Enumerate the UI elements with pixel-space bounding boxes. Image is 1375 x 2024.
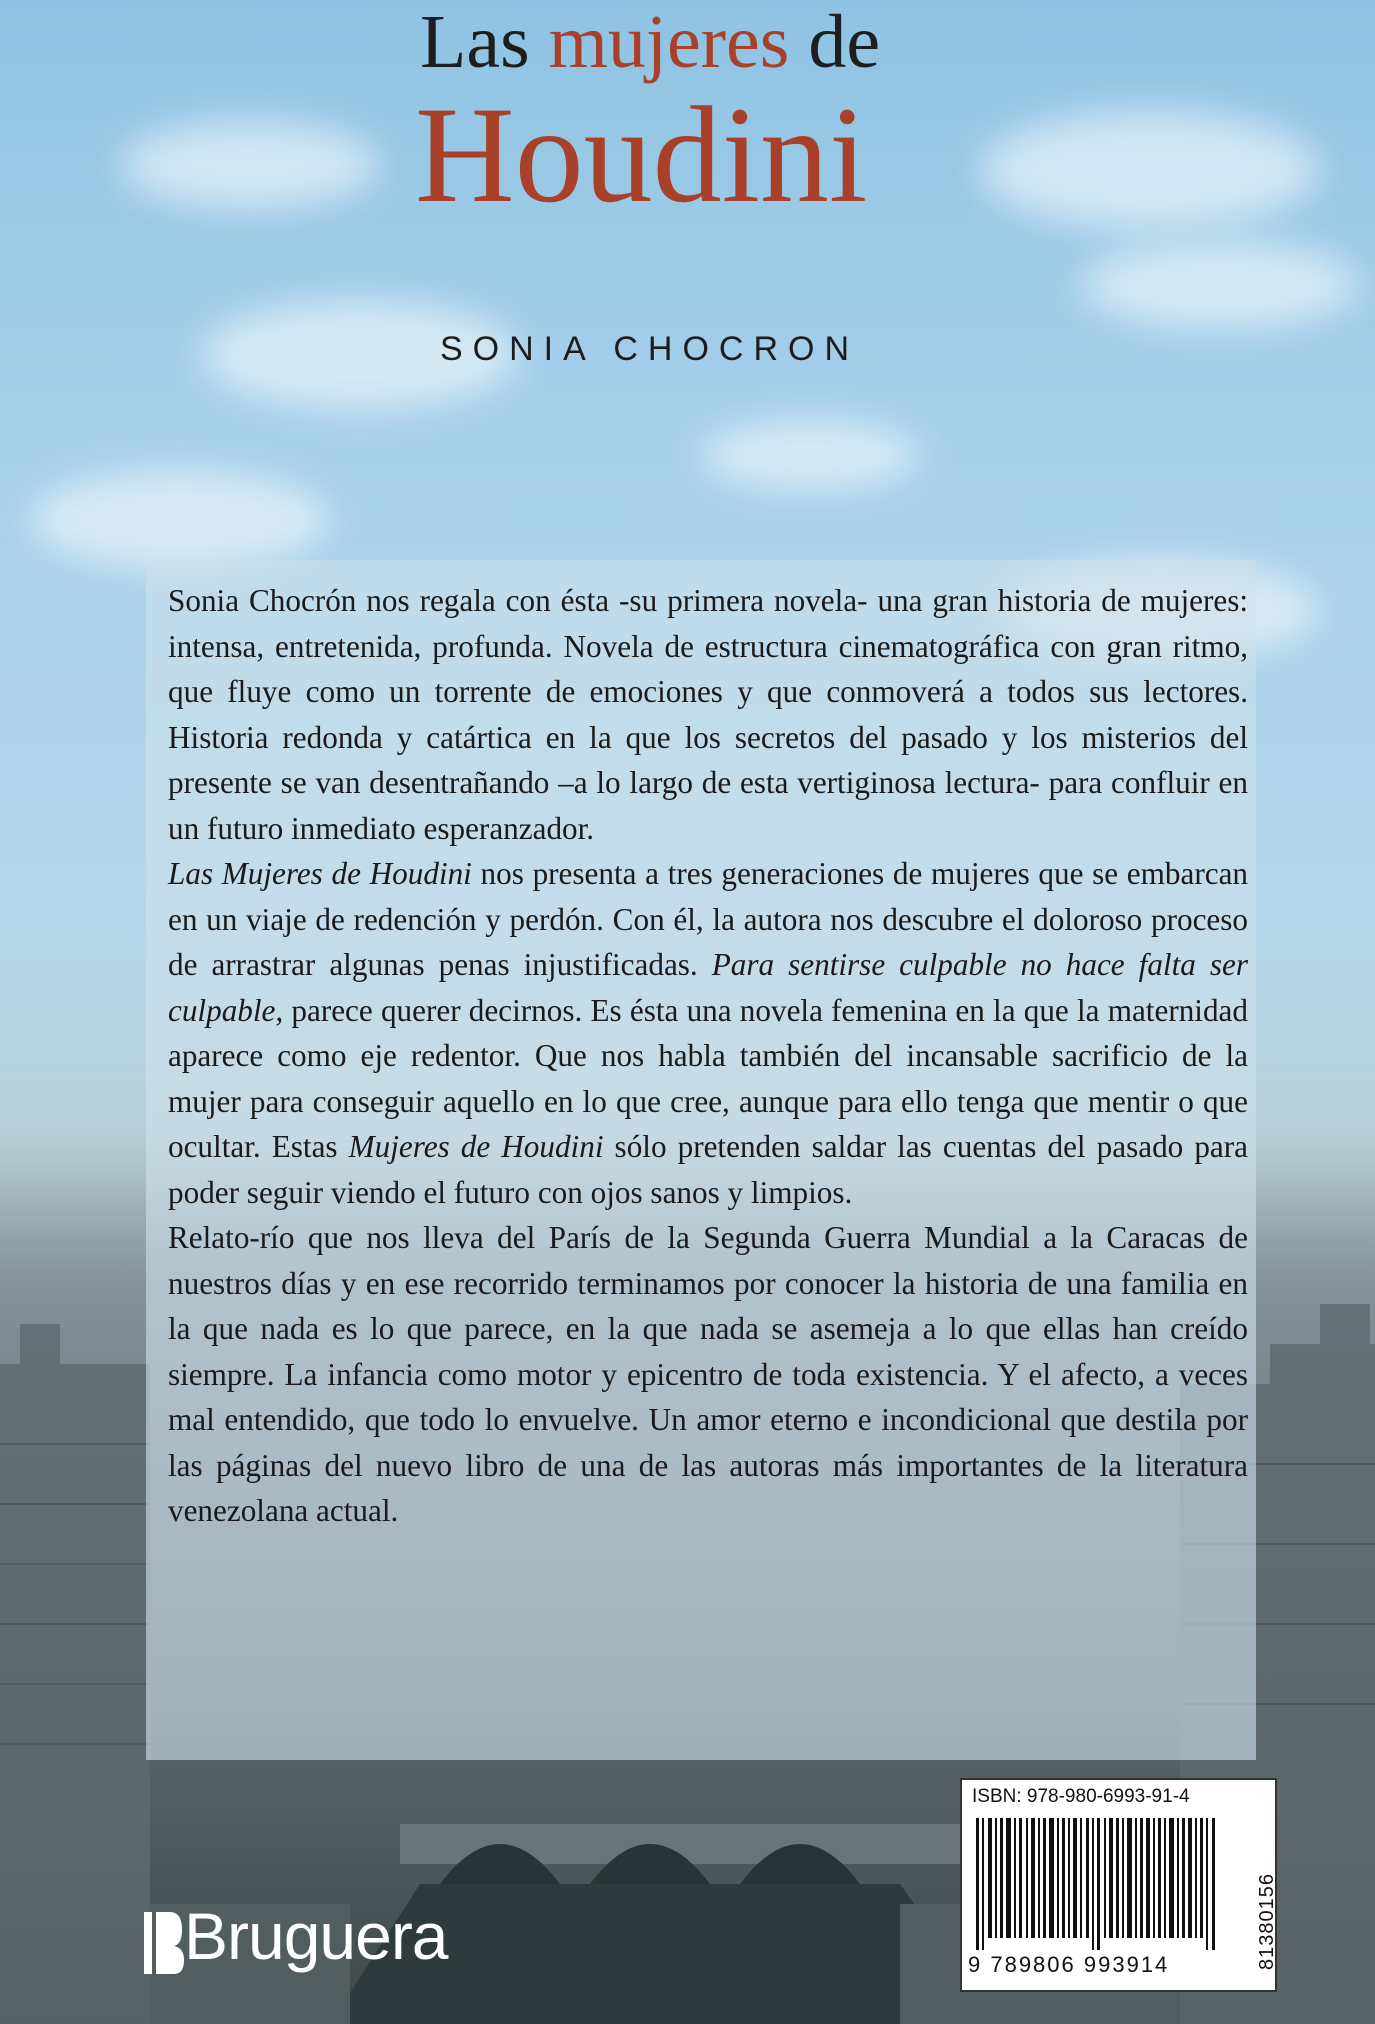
blurb-paragraph-1: Sonia Chocrón nos regala con ésta -su primera novela- una gran historia de mujeres: intensa, entretenida, profunda. Novela de estructura cinematográfica con gran ritmo, que fluye como un torrente de emociones y que conmoverá a todos sus lectores. Historia redonda y catártica en la que los secretos del pasado y los misterios del presente se van desentrañando –a lo largo de esta vertiginosa lectura- para confluir en un futuro inmediato esperanzador. [168, 583, 1248, 846]
cloud [700, 420, 920, 490]
title-part-1: Las [420, 0, 549, 84]
blurb-p2-text-c: sólo pretenden saldar las cuentas del pasado para poder seguir viendo el futuro con ojos sanos y limpios. [168, 1129, 1248, 1210]
title-line-2: Houdini [415, 78, 868, 231]
blurb-paragraph-3: Relato-río que nos lleva del París de la Segunda Guerra Mundial a la Caracas de nuestros días y en ese recorrido terminamos por conocer la historia de una familia en la que nada es lo que parece, en la que nada se asemeja a lo que ellas han creído siempre. La infancia como motor y epicentro de toda existencia. Y el afecto, a veces mal entendido, que todo lo envuelve. Un amor eterno e incondicional que destila por las páginas del nuevo libro de una de las autoras más importantes de la literatura venezolana actual. [168, 1220, 1248, 1528]
author-name: SONIA CHOCRON [440, 330, 860, 368]
barcode-icon [976, 1818, 1226, 1950]
isbn-label: ISBN: 978-980-6993-91-4 [972, 1786, 1190, 1807]
title-accent-word: mujeres [548, 0, 790, 84]
publisher-name: Bruguera [184, 1899, 448, 1973]
blurb-quote-italic: Para sentirse culpable no hace falta ser culpable, [168, 947, 1248, 1028]
cloud [980, 110, 1320, 230]
blurb-title-italic: Las Mujeres de Houdini [168, 856, 472, 891]
cloud [1080, 240, 1360, 330]
title-line-1 [420, 0, 881, 84]
title-part-3: de [789, 0, 881, 84]
blurb-title-italic-2: Mujeres de Houdini [348, 1129, 604, 1164]
barcode-digits: 9 789806 993914 [968, 1952, 1170, 1977]
blurb-p2-text-b: parece querer decirnos. Es ésta una novela femenina en la que la maternidad aparece como eje redentor. Que nos habla también del incansable sacrificio de la mujer para conseguir aquello en lo que cree, aunque para ello tenga que mentir o que ocultar. Estas [168, 992, 1248, 1164]
cloud [30, 470, 330, 570]
side-code-text: 81380156 [1256, 1873, 1278, 1970]
blurb-paragraph-2 [168, 851, 1248, 1215]
blurb-text [168, 578, 1248, 1534]
blurb-p2-text-a: nos presenta a tres generaciones de mujeres que se embarcan en un viaje de redención y perdón. Con él, la autora nos descubre el doloroso proceso de arrastrar algunas penas injustificadas. [168, 856, 1249, 982]
cloud [120, 120, 380, 210]
isbn-barcode-box [960, 1778, 1277, 1992]
side-code [1234, 1820, 1278, 1980]
